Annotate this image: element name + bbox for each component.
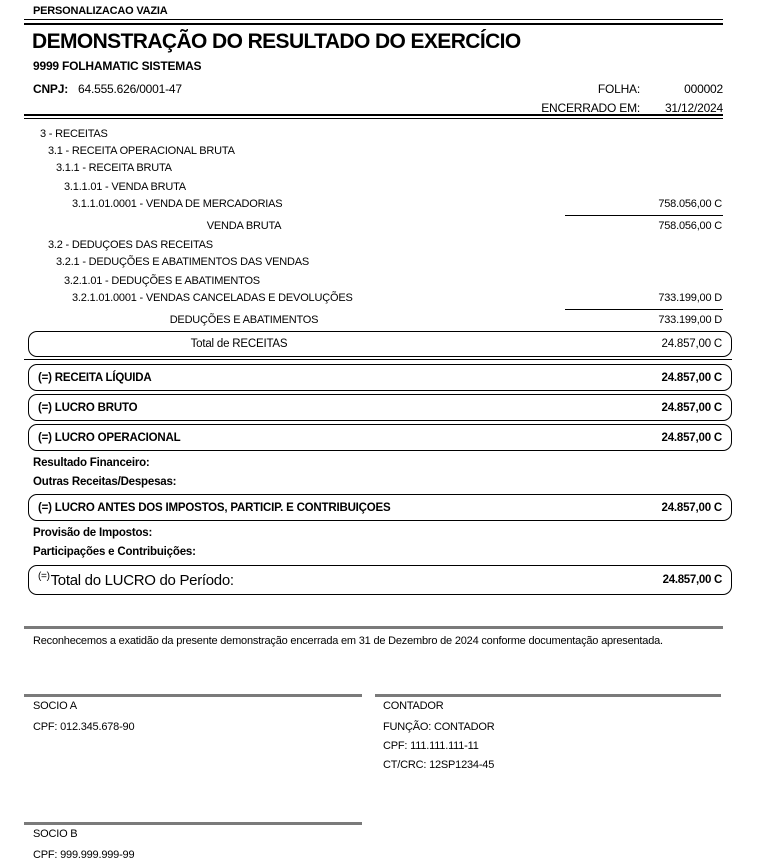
account-label: 3.2.1.01 - DEDUÇÕES E ABATIMENTOS xyxy=(64,275,260,287)
encerrado-value: 31/12/2024 xyxy=(664,101,723,115)
total-box xyxy=(28,565,732,595)
folha-row xyxy=(440,82,723,96)
signature-line xyxy=(375,694,721,697)
folha-value: 000002 xyxy=(684,82,723,96)
box-amount: 24.857,00 C xyxy=(661,431,722,444)
signatory-detail: CPF: 999.999.999-99 xyxy=(33,849,135,861)
account-label: 3.2 - DEDUÇOES DAS RECEITAS xyxy=(48,239,213,251)
account-row xyxy=(24,290,732,307)
box-amount: 24.857,00 C xyxy=(661,401,722,414)
declaration-rule xyxy=(24,626,723,629)
subtotal-amount: 758.056,00 C xyxy=(658,220,722,232)
signatory-detail: CPF: 111.111.111-11 xyxy=(383,740,479,752)
section-label: Provisão de Impostos: xyxy=(33,527,153,539)
statement-rows xyxy=(24,126,732,595)
account-row xyxy=(24,160,732,177)
amount-underline xyxy=(565,213,723,216)
account-row xyxy=(24,143,732,160)
equals-prefix: (=) xyxy=(38,570,50,582)
account-label: 3 - RECEITAS xyxy=(40,128,108,140)
subtotal-label: DEDUÇÕES E ABATIMENTOS xyxy=(169,314,319,326)
account-label: 3.1.1.01.0001 - VENDA DE MERCADORIAS xyxy=(72,198,283,210)
total-box xyxy=(28,424,732,451)
subtotal-amount: 733.199,00 D xyxy=(658,314,722,326)
company-name: 9999 FOLHAMATIC SISTEMAS xyxy=(33,59,202,73)
subtotal-row xyxy=(24,218,732,235)
box-label: (=) RECEITA LÍQUIDA xyxy=(38,371,152,384)
box-label: (=) LUCRO BRUTO xyxy=(38,401,138,414)
signatory-name: CONTADOR xyxy=(383,700,444,712)
encerrado-row xyxy=(440,101,723,115)
section-label: Resultado Financeiro: xyxy=(33,457,150,469)
box-label: (=) LUCRO ANTES DOS IMPOSTOS, PARTICIP. E CONTRIBUIÇOES xyxy=(38,501,391,514)
account-amount: 733.199,00 D xyxy=(658,292,722,304)
box-label: Total de RECEITAS xyxy=(190,338,288,350)
total-box xyxy=(28,331,732,357)
declaration-text: Reconhecemos a exatidão da presente demonstração encerrada em 31 de Dezembro de 2024 conforme documentação apresentada. xyxy=(33,635,663,647)
box-amount: 24.857,00 C xyxy=(661,501,722,514)
account-label: 3.2.1.01.0001 - VENDAS CANCELADAS E DEVOLUÇÕES xyxy=(72,292,353,304)
signatory-detail: FUNÇÃO: CONTADOR xyxy=(383,721,495,733)
folha-label: FOLHA: xyxy=(597,82,640,96)
subtotal-label: VENDA BRUTA xyxy=(206,220,282,232)
total-box xyxy=(28,494,732,521)
signatory-detail: CT/CRC: 12SP1234-45 xyxy=(383,759,495,771)
signature-line xyxy=(24,822,362,825)
box-amount: 24.857,00 C xyxy=(661,371,722,384)
signatory-detail: CPF: 012.345.678-90 xyxy=(33,721,135,733)
subtotal-row xyxy=(24,312,732,329)
account-label: 3.1.1 - RECEITA BRUTA xyxy=(56,162,172,174)
account-label: 3.1 - RECEITA OPERACIONAL BRUTA xyxy=(48,145,235,157)
account-label: 3.1.1.01 - VENDA BRUTA xyxy=(64,181,186,193)
account-label: 3.2.1 - DEDUÇÕES E ABATIMENTOS DAS VENDAS xyxy=(56,256,310,268)
amount-underline xyxy=(565,307,723,310)
cnpj-value: 64.555.626/0001-47 xyxy=(78,82,182,96)
section-label: Outras Receitas/Despesas: xyxy=(33,476,177,488)
header-rule-top xyxy=(24,19,723,25)
account-row xyxy=(24,196,732,213)
customization-label: PERSONALIZACAO VAZIA xyxy=(33,5,168,17)
account-row xyxy=(24,179,732,196)
total-box xyxy=(28,364,732,391)
header-rule-bottom xyxy=(24,114,723,119)
signatory-name: SOCIO B xyxy=(33,828,78,840)
signatory-name: SOCIO A xyxy=(33,700,77,712)
cnpj-row xyxy=(33,82,182,96)
signature-line xyxy=(24,694,362,697)
account-amount: 758.056,00 C xyxy=(658,198,722,210)
box-label: (=) LUCRO OPERACIONAL xyxy=(38,431,181,444)
account-row xyxy=(24,237,732,254)
account-row xyxy=(24,126,732,143)
section-label: Participações e Contribuições: xyxy=(33,546,196,558)
box-separator xyxy=(24,359,732,360)
account-row xyxy=(24,273,732,290)
box-amount: 24.857,00 C xyxy=(662,574,722,586)
page-title: DEMONSTRAÇÃO DO RESULTADO DO EXERCÍCIO xyxy=(32,30,521,53)
box-amount: 24.857,00 C xyxy=(661,338,722,350)
encerrado-label: ENCERRADO EM: xyxy=(541,101,640,115)
cnpj-label: CNPJ: xyxy=(33,82,69,96)
total-box xyxy=(28,394,732,421)
account-row xyxy=(24,254,732,271)
box-label: Total do LUCRO do Período: xyxy=(50,571,234,589)
